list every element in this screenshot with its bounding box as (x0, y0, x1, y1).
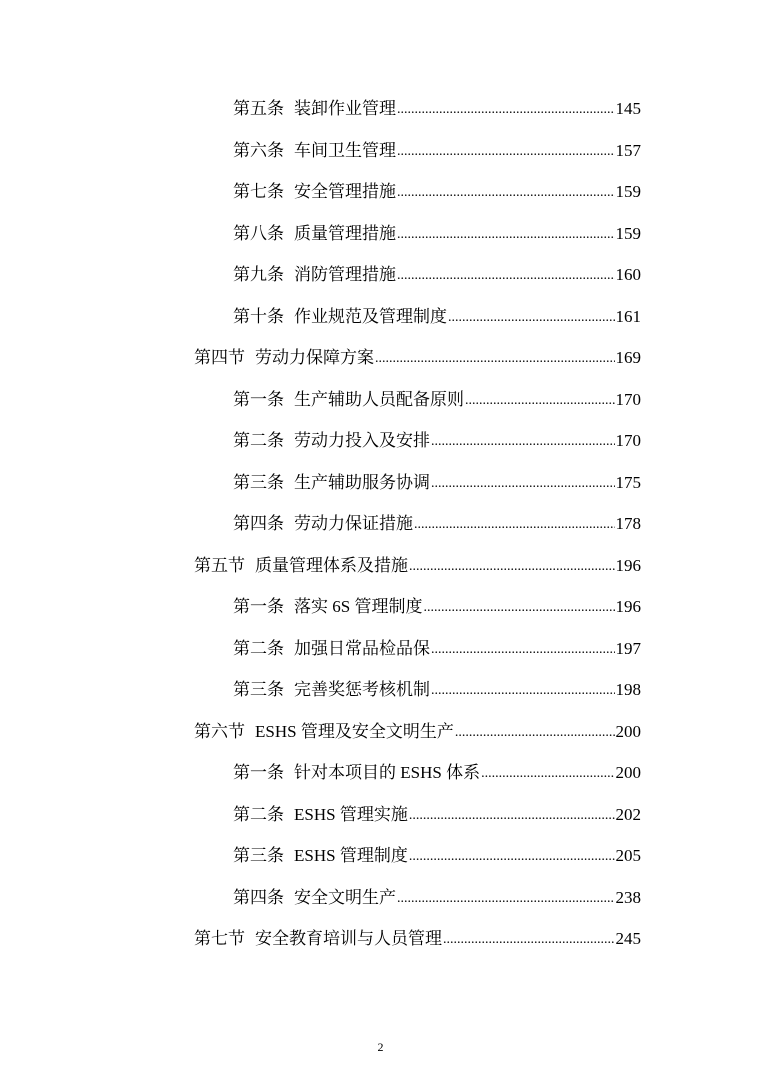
toc-entry (233, 841, 641, 871)
toc-entry-label: 第一条 (233, 763, 284, 782)
toc-entry-page: 200 (615, 721, 641, 741)
toc-entry-title: 加强日常品检品保 (294, 638, 430, 658)
toc-entry (233, 509, 641, 539)
toc-entry (233, 758, 641, 788)
toc-entry-label: 第五条 (233, 99, 284, 118)
toc-entry (233, 634, 641, 664)
toc-entry-title: ESHS 管理制度 (294, 846, 408, 865)
toc-entry-label: 第六节 (194, 721, 245, 741)
dot-leader (409, 842, 615, 872)
toc-entry-label: 第一条 (233, 597, 284, 616)
toc-entry (233, 675, 641, 705)
dot-leader (409, 552, 615, 582)
page-number: 2 (377, 1040, 384, 1054)
toc-entry-page: 161 (615, 306, 641, 326)
toc-entry-page: 205 (615, 846, 641, 865)
dot-leader (431, 635, 615, 665)
toc-entry-page: 169 (615, 348, 641, 367)
toc-entry-page: 202 (615, 804, 641, 824)
toc-entry-title: 生产辅助服务协调 (294, 472, 430, 492)
toc-entry-title: 针对本项目的 ESHS 体系 (294, 763, 481, 782)
toc-entry-title: 生产辅助人员配备原则 (294, 389, 464, 409)
toc-entry (233, 94, 641, 124)
dot-leader (397, 261, 615, 291)
dot-leader (397, 137, 615, 167)
toc-entry-page: 175 (615, 472, 641, 492)
toc-entry (233, 592, 641, 622)
toc-entry-label: 第四节 (194, 348, 245, 367)
toc-entry-title: 安全管理措施 (294, 182, 396, 201)
dot-leader (443, 925, 615, 955)
dot-leader (397, 884, 615, 914)
toc-section-entry (194, 924, 641, 954)
toc-entry-title: 质量管理体系及措施 (255, 555, 408, 575)
dot-leader (431, 427, 615, 457)
toc-entry-page: 157 (615, 140, 641, 160)
toc-entry-page: 196 (615, 555, 641, 575)
toc-entry-label: 第六条 (233, 140, 284, 160)
toc-entry-page: 198 (615, 680, 641, 699)
dot-leader (397, 178, 615, 208)
toc-entry-label: 第九条 (233, 265, 284, 284)
toc-entry (233, 800, 641, 830)
toc-entry-label: 第七条 (233, 182, 284, 201)
toc-entry-page: 178 (615, 514, 641, 533)
toc-entry-label: 第七节 (194, 929, 245, 948)
dot-leader (448, 303, 615, 333)
toc-entry-title: 劳动力投入及安排 (294, 431, 430, 450)
toc-entry-label: 第十条 (233, 306, 284, 326)
toc-entry (233, 177, 641, 207)
toc-entry-title: 完善奖惩考核机制 (294, 680, 430, 699)
toc-entry (233, 426, 641, 456)
toc-entry-title: 安全文明生产 (294, 887, 396, 907)
toc-entry-title: 质量管理措施 (294, 223, 396, 243)
toc-entry-page: 196 (615, 597, 641, 616)
toc-entry (233, 136, 641, 166)
dot-leader (455, 718, 615, 748)
toc-entry-page: 238 (615, 887, 641, 907)
toc-entry-title: 安全教育培训与人员管理 (255, 929, 442, 948)
toc-entry-page: 145 (615, 99, 641, 118)
dot-leader (409, 801, 615, 831)
dot-leader (414, 510, 615, 540)
toc-entry-page: 170 (615, 431, 641, 450)
dot-leader (375, 344, 615, 374)
toc-section-entry (194, 717, 641, 747)
toc-entry (233, 385, 641, 415)
toc-entry-page: 200 (615, 763, 641, 782)
toc-entry (233, 260, 641, 290)
toc-entry (233, 468, 641, 498)
toc-section-entry (194, 343, 641, 373)
toc-entry-label: 第四条 (233, 514, 284, 533)
toc-entry-title: 消防管理措施 (294, 265, 396, 284)
toc-entry-page: 197 (615, 638, 641, 658)
toc-entry-page: 159 (615, 223, 641, 243)
toc-entry-title: 车间卫生管理 (294, 140, 396, 160)
toc-entry-title: ESHS 管理实施 (294, 804, 408, 824)
toc-entry-page: 160 (615, 265, 641, 284)
toc-entry-title: 劳动力保障方案 (255, 348, 374, 367)
dot-leader (481, 759, 614, 789)
dot-leader (431, 676, 615, 706)
toc-entry-label: 第二条 (233, 804, 284, 824)
toc-entry-label: 第一条 (233, 389, 284, 409)
toc-entry-label: 第二条 (233, 431, 284, 450)
toc-entry-label: 第三条 (233, 680, 284, 699)
toc-entry-title: 装卸作业管理 (294, 99, 396, 118)
toc-entry-label: 第八条 (233, 223, 284, 243)
dot-leader (423, 593, 614, 623)
toc-entry (233, 883, 641, 913)
toc-entry (233, 219, 641, 249)
toc-entry-title: 落实 6S 管理制度 (294, 597, 423, 616)
toc-entry-label: 第三条 (233, 846, 284, 865)
toc-entry-label: 第二条 (233, 638, 284, 658)
toc-entry-title: 劳动力保证措施 (294, 514, 413, 533)
toc-entry-page: 245 (615, 929, 641, 948)
toc-entry-label: 第五节 (194, 555, 245, 575)
dot-leader (397, 220, 615, 250)
toc-entry-label: 第四条 (233, 887, 284, 907)
toc-entry-label: 第三条 (233, 472, 284, 492)
toc-entry-title: 作业规范及管理制度 (294, 306, 447, 326)
toc-section-entry (194, 551, 641, 581)
toc-entry-page: 159 (615, 182, 641, 201)
toc-entry-title: ESHS 管理及安全文明生产 (255, 721, 454, 741)
toc-entry (233, 302, 641, 332)
toc-entry-page: 170 (615, 389, 641, 409)
dot-leader (431, 469, 615, 499)
dot-leader (397, 95, 615, 125)
dot-leader (465, 386, 615, 416)
